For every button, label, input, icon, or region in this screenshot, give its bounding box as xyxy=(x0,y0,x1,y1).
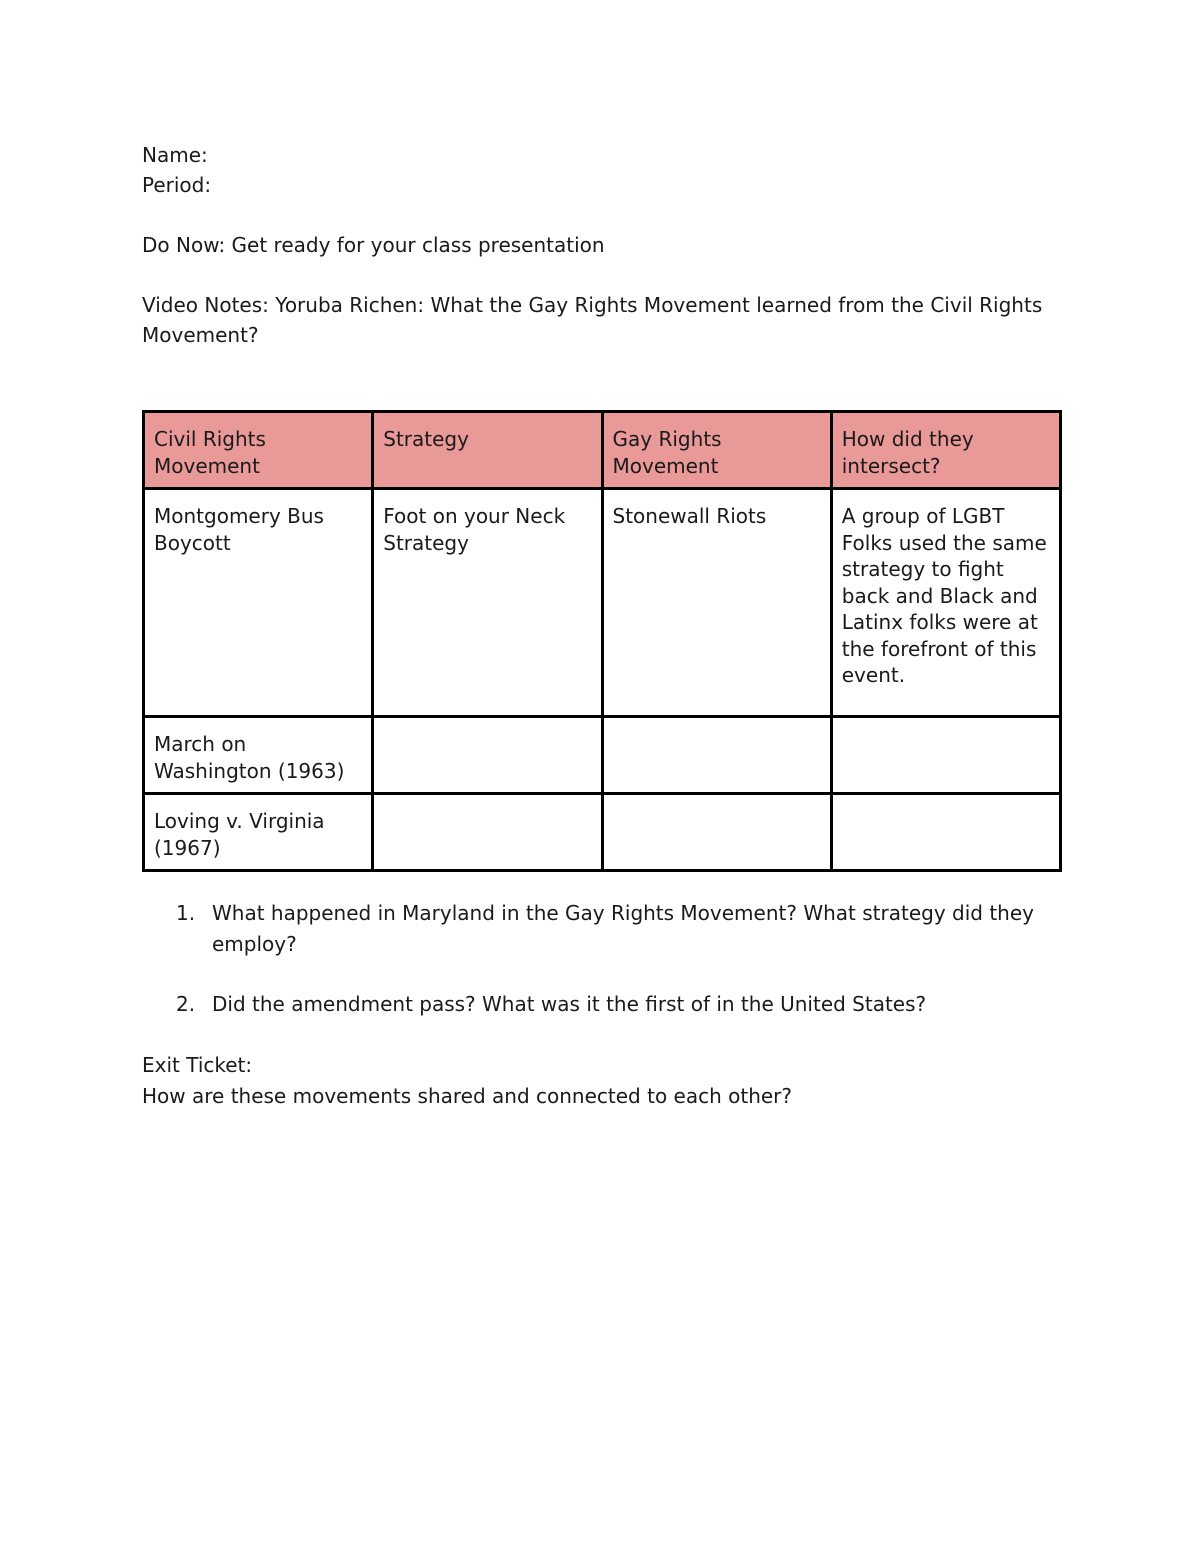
table-cell[interactable] xyxy=(602,717,831,794)
table-cell[interactable]: Montgomery Bus Boycott xyxy=(144,489,373,717)
question-number: 1. xyxy=(176,901,196,925)
header-gay-rights: Gay Rights Movement xyxy=(602,412,831,489)
question-number: 2. xyxy=(176,992,196,1016)
question-text: What happened in Maryland in the Gay Rights Movement? What strategy did they employ? xyxy=(212,901,1034,956)
table-row xyxy=(144,794,1061,871)
table-cell[interactable] xyxy=(602,794,831,871)
table-row xyxy=(144,717,1061,794)
name-label: Name: xyxy=(142,143,208,167)
spacer xyxy=(142,260,1062,290)
list-item xyxy=(142,989,1062,1020)
table-cell[interactable]: Foot on your Neck Strategy xyxy=(373,489,602,717)
worksheet-header xyxy=(142,140,1062,350)
notes-table xyxy=(142,410,1062,872)
table-cell[interactable] xyxy=(373,794,602,871)
table-cell[interactable]: Stonewall Riots xyxy=(602,489,831,717)
header-civil-rights: Civil Rights Movement xyxy=(144,412,373,489)
exit-ticket-question: How are these movements shared and connected to each other? xyxy=(142,1084,793,1108)
table-row xyxy=(144,489,1061,717)
table-cell[interactable]: A group of LGBT Folks used the same strategy to fight back and Black and Latinx folks were at the forefront of this event. xyxy=(831,489,1060,717)
spacer xyxy=(142,200,1062,230)
table-header-row xyxy=(144,412,1061,489)
table-cell[interactable] xyxy=(831,794,1060,871)
table-cell[interactable] xyxy=(373,717,602,794)
question-text: Did the amendment pass? What was it the first of in the United States? xyxy=(212,992,927,1016)
table-cell[interactable]: March on Washington (1963) xyxy=(144,717,373,794)
period-label: Period: xyxy=(142,173,212,197)
exit-ticket-label: Exit Ticket: xyxy=(142,1053,253,1077)
question-list xyxy=(142,898,1062,1049)
video-notes-text: Video Notes: Yoruba Richen: What the Gay Rights Movement learned from the Civil Rights Movement? xyxy=(142,293,1043,347)
table-cell[interactable] xyxy=(831,717,1060,794)
table-cell[interactable]: Loving v. Virginia (1967) xyxy=(144,794,373,871)
header-strategy: Strategy xyxy=(373,412,602,489)
list-item xyxy=(142,898,1062,960)
exit-ticket xyxy=(142,1050,1062,1112)
header-intersect: How did they intersect? xyxy=(831,412,1060,489)
do-now-text: Do Now: Get ready for your class presentation xyxy=(142,233,605,257)
